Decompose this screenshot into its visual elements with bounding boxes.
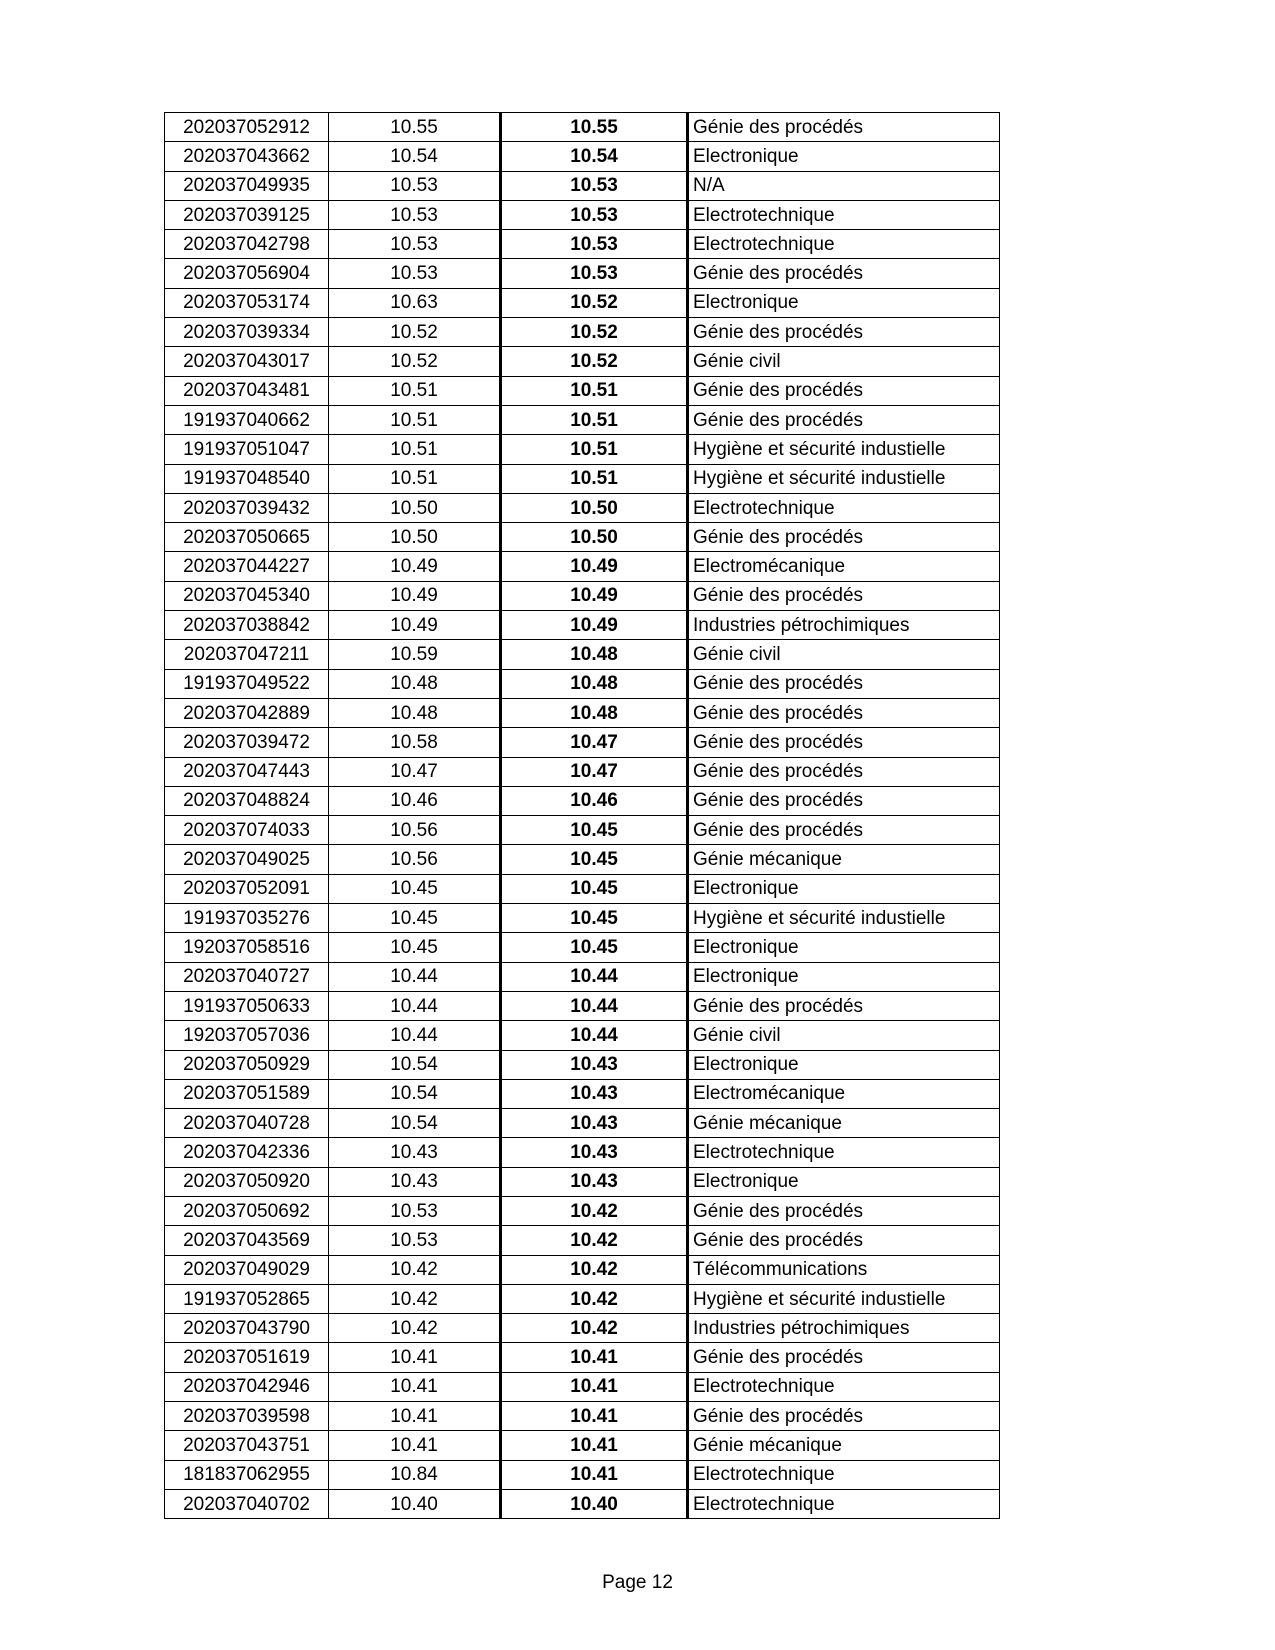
final-grade-cell: 10.53 [501,259,688,288]
student-id-cell: 202037040727 [165,962,329,991]
student-id-cell: 202037048824 [165,786,329,815]
specialty-cell: Génie des procédés [688,1343,1000,1372]
grade-cell: 10.53 [329,259,501,288]
student-id-cell: 202037049029 [165,1255,329,1284]
grade-cell: 10.41 [329,1372,501,1401]
grade-cell: 10.53 [329,230,501,259]
final-grade-cell: 10.42 [501,1284,688,1313]
student-id-cell: 202037074033 [165,816,329,845]
student-id-cell: 202037050920 [165,1167,329,1196]
table-row [165,786,1000,815]
final-grade-cell: 10.43 [501,1079,688,1108]
grade-cell: 10.51 [329,435,501,464]
student-id-cell: 202037043790 [165,1314,329,1343]
table-row [165,581,1000,610]
grade-cell: 10.53 [329,1196,501,1225]
student-id-cell: 202037039432 [165,493,329,522]
specialty-cell: Hygiène et sécurité industielle [688,435,1000,464]
specialty-cell: Electrotechnique [688,1489,1000,1518]
grade-cell: 10.58 [329,728,501,757]
grade-cell: 10.42 [329,1284,501,1313]
final-grade-cell: 10.51 [501,376,688,405]
specialty-cell: Electronique [688,288,1000,317]
grade-cell: 10.48 [329,669,501,698]
grade-cell: 10.48 [329,698,501,727]
grades-table-body [165,113,1000,1519]
student-id-cell: 202037043662 [165,142,329,171]
final-grade-cell: 10.55 [501,113,688,142]
table-row [165,347,1000,376]
specialty-cell: Electronique [688,1167,1000,1196]
grade-cell: 10.51 [329,405,501,434]
final-grade-cell: 10.42 [501,1196,688,1225]
grade-cell: 10.50 [329,493,501,522]
specialty-cell: Génie des procédés [688,318,1000,347]
specialty-cell: Electrotechnique [688,1460,1000,1489]
specialty-cell: Génie des procédés [688,405,1000,434]
final-grade-cell: 10.45 [501,874,688,903]
final-grade-cell: 10.45 [501,933,688,962]
student-id-cell: 202037044227 [165,552,329,581]
final-grade-cell: 10.43 [501,1109,688,1138]
grade-cell: 10.49 [329,611,501,640]
table-row [165,405,1000,434]
specialty-cell: Electronique [688,933,1000,962]
specialty-cell: N/A [688,171,1000,200]
student-id-cell: 202037051589 [165,1079,329,1108]
final-grade-cell: 10.52 [501,288,688,317]
student-id-cell: 191937040662 [165,405,329,434]
table-row [165,1460,1000,1489]
grade-cell: 10.45 [329,933,501,962]
table-row [165,904,1000,933]
specialty-cell: Electronique [688,874,1000,903]
student-id-cell: 202037056904 [165,259,329,288]
grade-cell: 10.44 [329,1021,501,1050]
student-id-cell: 202037043481 [165,376,329,405]
table-row [165,435,1000,464]
student-id-cell: 202037050692 [165,1196,329,1225]
table-row [165,259,1000,288]
page-number: Page 12 [602,1572,673,1593]
final-grade-cell: 10.45 [501,845,688,874]
final-grade-cell: 10.47 [501,728,688,757]
final-grade-cell: 10.43 [501,1138,688,1167]
final-grade-cell: 10.49 [501,611,688,640]
specialty-cell: Génie mécanique [688,845,1000,874]
table-row [165,1431,1000,1460]
table-row [165,991,1000,1020]
grade-cell: 10.52 [329,318,501,347]
table-row [165,1402,1000,1431]
final-grade-cell: 10.48 [501,698,688,727]
specialty-cell: Electrotechnique [688,1138,1000,1167]
student-id-cell: 191937048540 [165,464,329,493]
student-id-cell: 191937049522 [165,669,329,698]
final-grade-cell: 10.48 [501,669,688,698]
table-row [165,1226,1000,1255]
final-grade-cell: 10.41 [501,1372,688,1401]
student-id-cell: 202037042889 [165,698,329,727]
table-row [165,698,1000,727]
final-grade-cell: 10.45 [501,904,688,933]
student-id-cell: 202037049935 [165,171,329,200]
table-row [165,874,1000,903]
table-row [165,113,1000,142]
student-id-cell: 202037039334 [165,318,329,347]
specialty-cell: Electronique [688,1050,1000,1079]
final-grade-cell: 10.53 [501,171,688,200]
student-id-cell: 202037039125 [165,200,329,229]
table-row [165,1079,1000,1108]
grade-cell: 10.49 [329,552,501,581]
grade-cell: 10.54 [329,142,501,171]
grade-cell: 10.54 [329,1050,501,1079]
specialty-cell: Génie civil [688,640,1000,669]
table-row [165,728,1000,757]
grade-cell: 10.42 [329,1314,501,1343]
grade-cell: 10.41 [329,1402,501,1431]
grade-cell: 10.59 [329,640,501,669]
student-id-cell: 181837062955 [165,1460,329,1489]
final-grade-cell: 10.50 [501,493,688,522]
specialty-cell: Génie civil [688,1021,1000,1050]
table-row [165,640,1000,669]
student-id-cell: 202037043751 [165,1431,329,1460]
specialty-cell: Génie des procédés [688,757,1000,786]
student-id-cell: 202037047443 [165,757,329,786]
student-id-cell: 192037058516 [165,933,329,962]
table-row [165,933,1000,962]
student-id-cell: 202037042798 [165,230,329,259]
final-grade-cell: 10.54 [501,142,688,171]
student-id-cell: 191937050633 [165,991,329,1020]
specialty-cell: Télécommunications [688,1255,1000,1284]
specialty-cell: Génie des procédés [688,523,1000,552]
specialty-cell: Electrotechnique [688,1372,1000,1401]
specialty-cell: Génie des procédés [688,581,1000,610]
table-row [165,1196,1000,1225]
specialty-cell: Electromécanique [688,552,1000,581]
final-grade-cell: 10.51 [501,405,688,434]
table-row [165,200,1000,229]
grade-cell: 10.43 [329,1167,501,1196]
final-grade-cell: 10.46 [501,786,688,815]
final-grade-cell: 10.52 [501,347,688,376]
grade-cell: 10.41 [329,1431,501,1460]
specialty-cell: Génie des procédés [688,816,1000,845]
student-id-cell: 202037045340 [165,581,329,610]
specialty-cell: Electronique [688,962,1000,991]
table-row [165,845,1000,874]
table-row [165,493,1000,522]
specialty-cell: Génie civil [688,347,1000,376]
student-id-cell: 191937051047 [165,435,329,464]
grade-cell: 10.42 [329,1255,501,1284]
table-row [165,669,1000,698]
student-id-cell: 202037040702 [165,1489,329,1518]
specialty-cell: Génie des procédés [688,728,1000,757]
student-id-cell: 191937052865 [165,1284,329,1313]
grade-cell: 10.40 [329,1489,501,1518]
grade-cell: 10.54 [329,1079,501,1108]
final-grade-cell: 10.42 [501,1255,688,1284]
grade-cell: 10.55 [329,113,501,142]
specialty-cell: Génie des procédés [688,113,1000,142]
final-grade-cell: 10.49 [501,581,688,610]
specialty-cell: Hygiène et sécurité industielle [688,1284,1000,1313]
final-grade-cell: 10.41 [501,1460,688,1489]
final-grade-cell: 10.41 [501,1343,688,1372]
grade-cell: 10.56 [329,816,501,845]
table-row [165,611,1000,640]
student-id-cell: 202037049025 [165,845,329,874]
final-grade-cell: 10.45 [501,816,688,845]
specialty-cell: Génie des procédés [688,1402,1000,1431]
student-id-cell: 191937035276 [165,904,329,933]
table-row [165,552,1000,581]
final-grade-cell: 10.47 [501,757,688,786]
final-grade-cell: 10.41 [501,1402,688,1431]
table-row [165,816,1000,845]
student-id-cell: 202037042946 [165,1372,329,1401]
specialty-cell: Industries pétrochimiques [688,1314,1000,1343]
specialty-cell: Electrotechnique [688,493,1000,522]
table-row [165,1284,1000,1313]
specialty-cell: Génie des procédés [688,259,1000,288]
final-grade-cell: 10.50 [501,523,688,552]
student-id-cell: 202037043017 [165,347,329,376]
grade-cell: 10.52 [329,347,501,376]
table-row [165,962,1000,991]
specialty-cell: Electrotechnique [688,230,1000,259]
final-grade-cell: 10.51 [501,435,688,464]
table-row [165,1255,1000,1284]
student-id-cell: 202037053174 [165,288,329,317]
final-grade-cell: 10.43 [501,1050,688,1079]
final-grade-cell: 10.42 [501,1314,688,1343]
student-id-cell: 202037042336 [165,1138,329,1167]
final-grade-cell: 10.40 [501,1489,688,1518]
student-id-cell: 202037050929 [165,1050,329,1079]
final-grade-cell: 10.49 [501,552,688,581]
specialty-cell: Electrotechnique [688,200,1000,229]
grades-table [164,112,1000,1519]
final-grade-cell: 10.48 [501,640,688,669]
final-grade-cell: 10.52 [501,318,688,347]
student-id-cell: 202037040728 [165,1109,329,1138]
grade-cell: 10.51 [329,464,501,493]
final-grade-cell: 10.53 [501,230,688,259]
table-row [165,230,1000,259]
student-id-cell: 202037043569 [165,1226,329,1255]
final-grade-cell: 10.44 [501,962,688,991]
table-row [165,1372,1000,1401]
final-grade-cell: 10.53 [501,200,688,229]
table-row [165,1050,1000,1079]
table-row [165,464,1000,493]
final-grade-cell: 10.44 [501,991,688,1020]
specialty-cell: Industries pétrochimiques [688,611,1000,640]
grade-cell: 10.53 [329,171,501,200]
specialty-cell: Génie des procédés [688,1226,1000,1255]
final-grade-cell: 10.42 [501,1226,688,1255]
student-id-cell: 202037039472 [165,728,329,757]
grade-cell: 10.51 [329,376,501,405]
grade-cell: 10.45 [329,904,501,933]
grade-cell: 10.53 [329,200,501,229]
grade-cell: 10.44 [329,991,501,1020]
grade-cell: 10.53 [329,1226,501,1255]
grade-cell: 10.49 [329,581,501,610]
grade-cell: 10.45 [329,874,501,903]
specialty-cell: Electronique [688,142,1000,171]
student-id-cell: 202037050665 [165,523,329,552]
table-row [165,171,1000,200]
specialty-cell: Génie des procédés [688,669,1000,698]
grade-cell: 10.84 [329,1460,501,1489]
final-grade-cell: 10.44 [501,1021,688,1050]
specialty-cell: Electromécanique [688,1079,1000,1108]
table-row [165,1343,1000,1372]
specialty-cell: Génie des procédés [688,991,1000,1020]
table-row [165,1489,1000,1518]
table-row [165,318,1000,347]
grade-cell: 10.41 [329,1343,501,1372]
specialty-cell: Génie des procédés [688,698,1000,727]
grade-cell: 10.54 [329,1109,501,1138]
specialty-cell: Génie mécanique [688,1109,1000,1138]
grade-cell: 10.44 [329,962,501,991]
table-row [165,1109,1000,1138]
specialty-cell: Génie mécanique [688,1431,1000,1460]
specialty-cell: Hygiène et sécurité industielle [688,904,1000,933]
table-row [165,523,1000,552]
table-row [165,1021,1000,1050]
table-row [165,757,1000,786]
grade-cell: 10.46 [329,786,501,815]
table-row [165,142,1000,171]
final-grade-cell: 10.51 [501,464,688,493]
grade-cell: 10.50 [329,523,501,552]
grade-cell: 10.63 [329,288,501,317]
specialty-cell: Hygiène et sécurité industielle [688,464,1000,493]
table-row [165,1314,1000,1343]
specialty-cell: Génie des procédés [688,376,1000,405]
grade-cell: 10.43 [329,1138,501,1167]
specialty-cell: Génie des procédés [688,786,1000,815]
table-row [165,1167,1000,1196]
final-grade-cell: 10.43 [501,1167,688,1196]
student-id-cell: 202037038842 [165,611,329,640]
grade-cell: 10.56 [329,845,501,874]
student-id-cell: 202037051619 [165,1343,329,1372]
student-id-cell: 202037052091 [165,874,329,903]
student-id-cell: 192037057036 [165,1021,329,1050]
student-id-cell: 202037047211 [165,640,329,669]
student-id-cell: 202037039598 [165,1402,329,1431]
specialty-cell: Génie des procédés [688,1196,1000,1225]
final-grade-cell: 10.41 [501,1431,688,1460]
grade-cell: 10.47 [329,757,501,786]
table-row [165,288,1000,317]
table-row [165,1138,1000,1167]
table-row [165,376,1000,405]
student-id-cell: 202037052912 [165,113,329,142]
